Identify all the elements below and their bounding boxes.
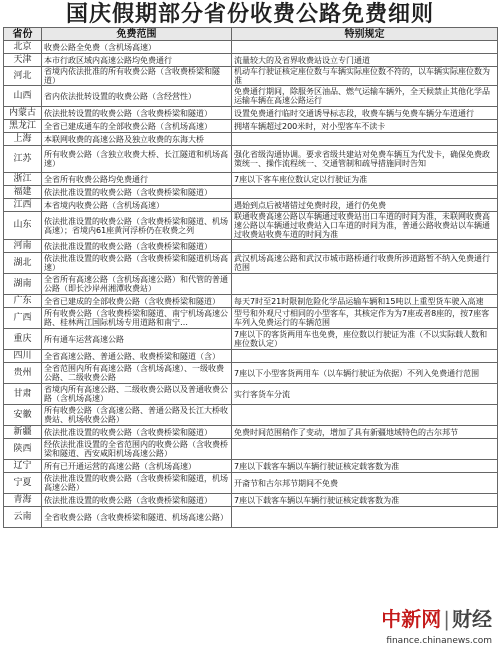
table-row	[4, 329, 498, 350]
rules-cell	[232, 405, 498, 426]
rules-cell	[232, 350, 498, 363]
province-cell: 安徽	[4, 405, 42, 426]
rules-cell: 型号和外观尺寸相同的小型客车，其核定作为为7座或者8座的，按7座客车列入免费运行的车辆范围	[232, 308, 498, 329]
scope-cell: 省内依法批转设置的收费公路（含经营性）	[42, 86, 232, 107]
rules-cell: 7座以下小型客货两用车（以车辆行驶证为依据）不列入免费通行范围	[232, 363, 498, 384]
column-header-province: 省份	[4, 28, 42, 41]
scope-cell: 所有通车运营高速公路	[42, 329, 232, 350]
scope-cell: 省境内依法批准的所有收费公路（含收费桥梁和隧道）	[42, 67, 232, 86]
table-row	[4, 199, 498, 212]
province-cell: 黑龙江	[4, 120, 42, 133]
table-row	[4, 54, 498, 67]
rules-cell: 强化省级沟通协调。要求省级共建站对免费车辆互为代发卡，确保免费政策统一、操作流程统一、交通管制和疏导措施同时告知	[232, 146, 498, 173]
scope-cell: 省境内所有高速公路、二级收费公路以及普通收费公路（含机场高速）	[42, 384, 232, 405]
scope-cell: 依法批转设置的收费公路（含收费桥梁和隧道）	[42, 107, 232, 120]
chinanews-logo	[381, 603, 492, 632]
province-cell: 四川	[4, 350, 42, 363]
scope-cell: 全省已建成通车的全部收费公路（含机场高速）	[42, 120, 232, 133]
toll-free-table	[3, 27, 498, 528]
table-row	[4, 494, 498, 507]
province-cell: 江苏	[4, 146, 42, 173]
scope-cell: 依法批准设置的收费公路（含收费桥梁和隧道）	[42, 494, 232, 507]
table-header-row	[4, 28, 498, 41]
rules-cell	[232, 41, 498, 54]
table-row	[4, 460, 498, 473]
rules-cell: 7座以下载客车辆以车辆行驶证核定载客数为准	[232, 494, 498, 507]
page-title: 国庆假期部分省份收费公路免费细则	[65, 2, 434, 27]
rules-cell	[232, 133, 498, 146]
scope-cell: 依法批准设置的收费公路（含收费桥梁和隧道）	[42, 240, 232, 253]
province-cell: 湖南	[4, 274, 42, 295]
scope-cell: 本联网收费的高速公路及独立收费的东海大桥	[42, 133, 232, 146]
rules-cell	[232, 240, 498, 253]
column-header-rules: 特别规定	[232, 28, 498, 41]
table-row	[4, 67, 498, 86]
province-cell: 辽宁	[4, 460, 42, 473]
scope-cell: 所有已开通运营的高速公路（含机场高速）	[42, 460, 232, 473]
scope-cell: 全省收费公路（含收费桥梁和隧道、机场高速公路）	[42, 507, 232, 528]
province-cell: 贵州	[4, 363, 42, 384]
province-cell: 湖北	[4, 253, 42, 274]
scope-cell: 收费公路全免费（含机场高速）	[42, 41, 232, 54]
rules-cell: 7座以下客车座位数认定以行驶证为准	[232, 173, 498, 186]
table-row	[4, 253, 498, 274]
province-cell: 青海	[4, 494, 42, 507]
province-cell: 内蒙古	[4, 107, 42, 120]
province-cell: 广西	[4, 308, 42, 329]
column-header-scope: 免费范围	[42, 28, 232, 41]
scope-cell: 全省所有收费公路均免费通行	[42, 173, 232, 186]
province-cell: 天津	[4, 54, 42, 67]
rules-cell	[232, 274, 498, 295]
logo-brand: 中新网	[381, 607, 442, 631]
scope-cell: 依法批准设置的收费公路（含收费桥梁和隧道）	[42, 426, 232, 439]
province-cell: 甘肃	[4, 384, 42, 405]
rules-cell: 免费通行期间，除服务区油品、燃气运输车辆外，全天候禁止其他化学品运输车辆在高速公路运行	[232, 86, 498, 107]
scope-cell: 依法批准设置的收费公路（含收费桥梁和隧道机场高速）	[42, 253, 232, 274]
rules-cell: 拥堵车辆超过200米时，对小型客车不读卡	[232, 120, 498, 133]
rules-cell: 联通收费高速公路以车辆通过收费站出口车道的时间为准，未联网收费高速公路以车辆通过收费站入口车道的时间为准，普通公路收费站以车辆通过收费站收费车道的时间为准	[232, 212, 498, 240]
province-cell: 浙江	[4, 173, 42, 186]
rules-cell: 流量较大的及省界收费站设立专门通道	[232, 54, 498, 67]
table-row	[4, 295, 498, 308]
rules-cell: 机动车行驶证核定座位数与车辆实际座位数不符的，以车辆实际座位数为准	[232, 67, 498, 86]
table-row	[4, 41, 498, 54]
scope-cell: 依法批准设置的收费公路（含收费桥梁和隧道）	[42, 186, 232, 199]
table-body	[4, 41, 498, 528]
table-row	[4, 274, 498, 295]
table-row	[4, 86, 498, 107]
table-row	[4, 384, 498, 405]
rules-cell: 开斋节和古尔邦节期间不免费	[232, 473, 498, 494]
province-cell: 广东	[4, 295, 42, 308]
province-cell: 江西	[4, 199, 42, 212]
source-url: finance.chinanews.com	[386, 636, 492, 646]
table-row	[4, 107, 498, 120]
scope-cell: 依法批准设置的收费公路（含收费桥梁和隧道，机场高速公路）	[42, 473, 232, 494]
province-cell: 北京	[4, 41, 42, 54]
scope-cell: 所有收费公路（含独立收费大桥、长江隧道和机场高速）	[42, 146, 232, 173]
table-row	[4, 426, 498, 439]
province-cell: 福建	[4, 186, 42, 199]
scope-cell: 全省已建成的全部收费公路（含收费桥梁和隧道）	[42, 295, 232, 308]
scope-cell: 全省高速公路、普通公路、收费桥梁和隧道（含）	[42, 350, 232, 363]
rules-cell	[232, 507, 498, 528]
logo-separator: |	[443, 607, 450, 631]
province-cell: 山东	[4, 212, 42, 240]
province-cell: 云南	[4, 507, 42, 528]
province-cell: 山西	[4, 86, 42, 107]
scope-cell: 本市行政区域内高速公路均免费通行	[42, 54, 232, 67]
rules-cell: 7座以下的客货两用车也免费，座位数以行驶证为准（不以实际载人数和座位数认定）	[232, 329, 498, 350]
rules-cell: 设置免费通行临时交通诱导标志段，收费车辆与免费车辆分车道通行	[232, 107, 498, 120]
province-cell: 陕西	[4, 439, 42, 460]
scope-cell: 所有收费公路（含高速公路、普通公路及长江大桥收费站、机场收费公路）	[42, 405, 232, 426]
table-row	[4, 363, 498, 384]
rules-cell	[232, 186, 498, 199]
table-row	[4, 173, 498, 186]
rules-cell: 武汉机场高速公路和武汉市城市路桥通行收费所涉道路暂不纳入免费通行范围	[232, 253, 498, 274]
table-row	[4, 212, 498, 240]
table-row	[4, 473, 498, 494]
scope-cell: 本省境内收费公路（含机场高速）	[42, 199, 232, 212]
province-cell: 上海	[4, 133, 42, 146]
table-row	[4, 507, 498, 528]
table-row	[4, 146, 498, 173]
province-cell: 宁夏	[4, 473, 42, 494]
table-row	[4, 186, 498, 199]
table-row	[4, 350, 498, 363]
table-row	[4, 133, 498, 146]
table-row	[4, 405, 498, 426]
scope-cell: 依法批准设置的收费公路（含收费桥梁和隧道、机场高速）；省境内61座黄河浮桥仍在收费之列	[42, 212, 232, 240]
rules-cell: 每天7时至21时限制危险化学品运输车辆和15吨以上重型货车驶入高速	[232, 295, 498, 308]
scope-cell: 全省范围内所有高速公路（含机场高速）、一级收费公路、二级收费公路	[42, 363, 232, 384]
table-row	[4, 120, 498, 133]
scope-cell: 所有收费公路（含收费桥梁和隧道、南宁机场高速公路、桂林两江国际机场专用道路和南宁…	[42, 308, 232, 329]
rules-cell: 遇始到点后被堵错过免费时段，通行仍免费	[232, 199, 498, 212]
rules-cell	[232, 439, 498, 460]
province-cell: 重庆	[4, 329, 42, 350]
table-row	[4, 240, 498, 253]
scope-cell: 经依法批准设置的全省范围内的收费公路（含收费桥梁和隧道、西安咸阳机场高速公路）	[42, 439, 232, 460]
province-cell: 新疆	[4, 426, 42, 439]
rules-cell: 实行客货车分流	[232, 384, 498, 405]
table-row	[4, 308, 498, 329]
rules-cell: 7座以下载客车辆以车辆行驶证核定载客数为准	[232, 460, 498, 473]
province-cell: 河南	[4, 240, 42, 253]
rules-cell: 免费时间范围稍作了变动，增加了具有新疆地域特色的古尔邦节	[232, 426, 498, 439]
province-cell: 河北	[4, 67, 42, 86]
scope-cell: 全省所有高速公路（含机场高速公路）和代管的普通公路（即长沙岸州湘潭收费站）	[42, 274, 232, 295]
logo-section: 财经	[452, 607, 492, 631]
table-row	[4, 439, 498, 460]
